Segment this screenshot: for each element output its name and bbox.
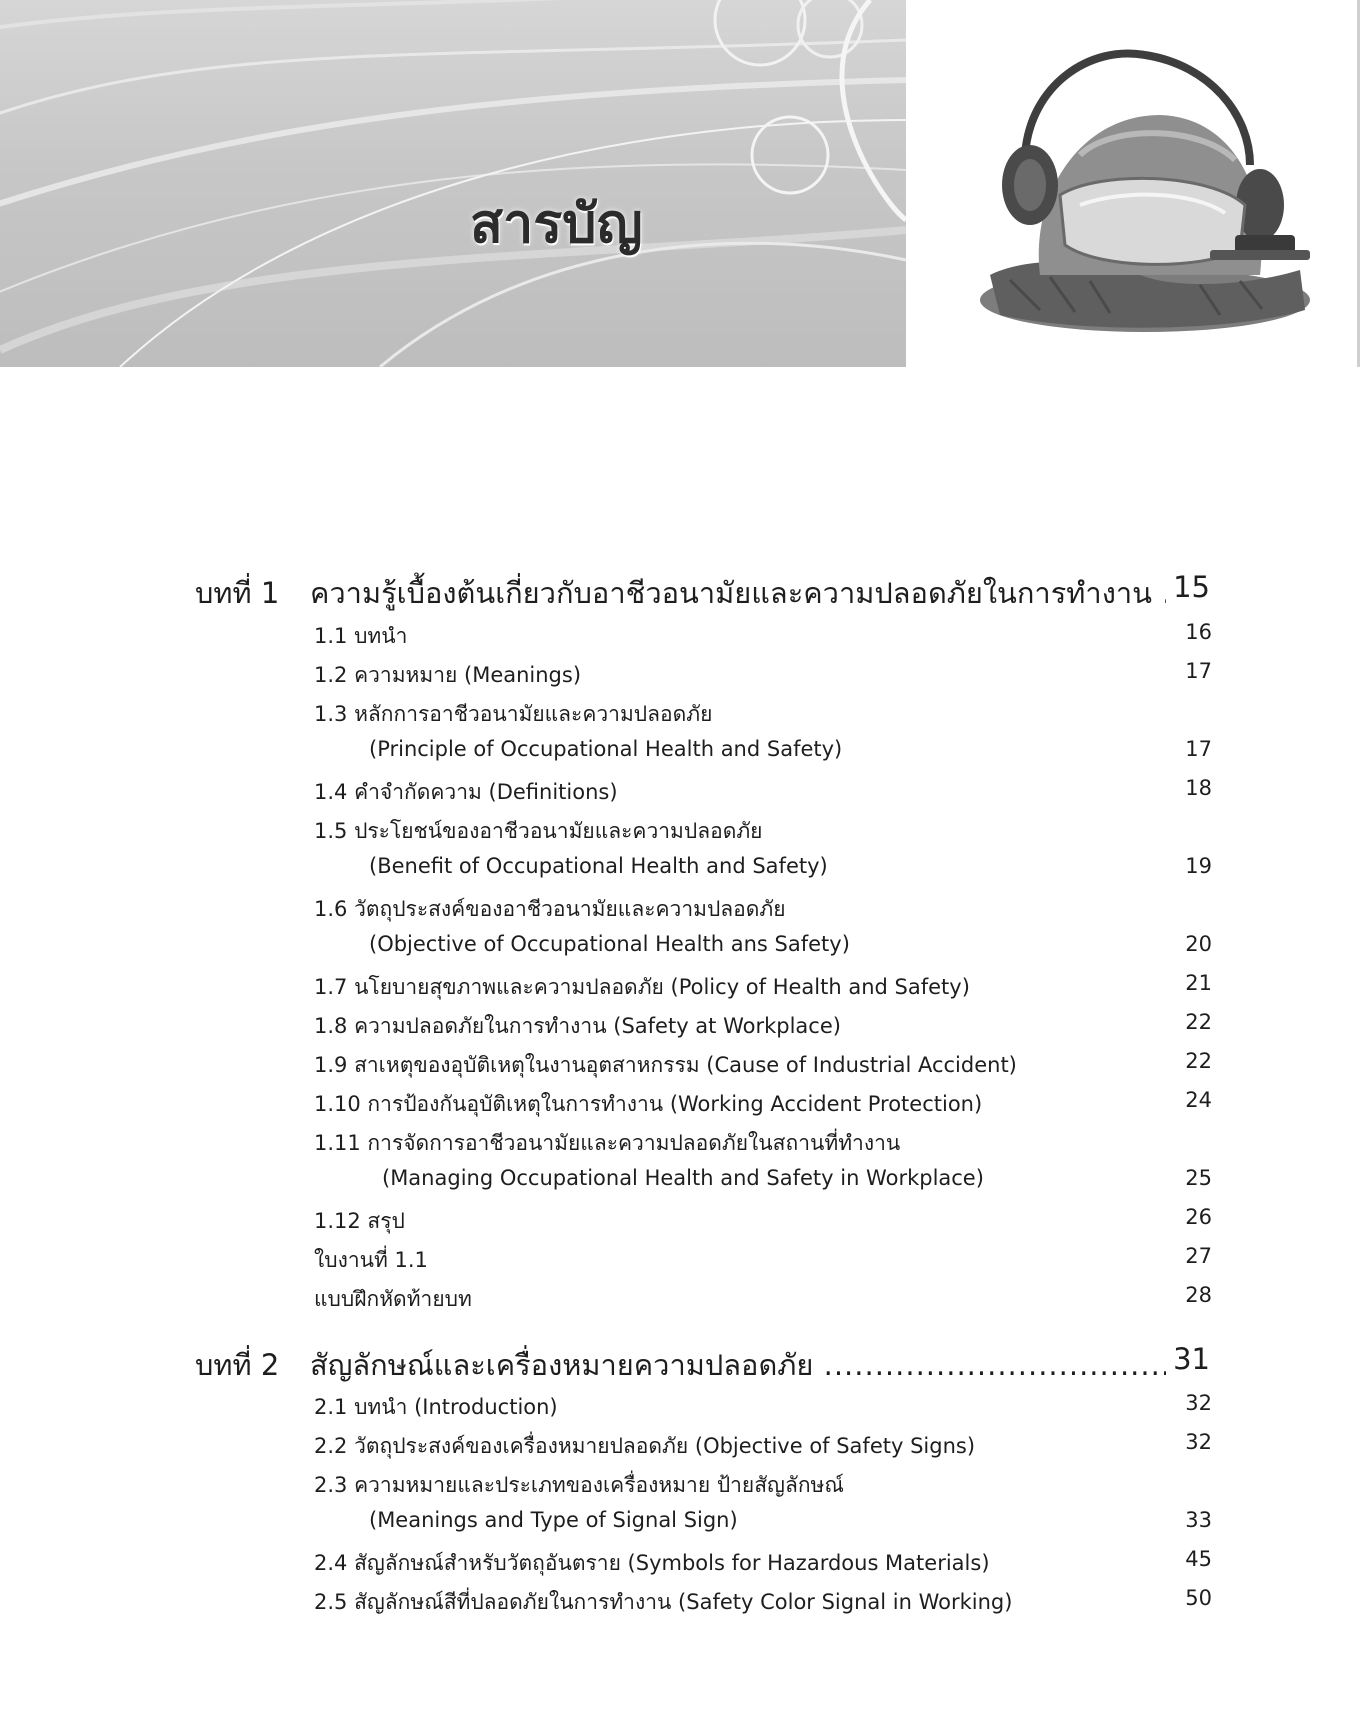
toc-entry-title: 2.2 วัตถุประสงค์ของเครื่องหมายปลอดภัย (Objective of Safety Signs) <box>314 1434 976 1458</box>
toc-entry-page: 33 <box>1185 1508 1212 1532</box>
chapter-2-heading[interactable] <box>195 1342 1210 1392</box>
toc-entry[interactable] <box>314 1283 1212 1319</box>
toc-entry-continuation[interactable] <box>369 932 1212 968</box>
toc-entry-title: 1.2 ความหมาย (Meanings) <box>314 663 582 687</box>
toc-entry[interactable] <box>314 1049 1212 1085</box>
toc-entry[interactable] <box>314 1088 1212 1124</box>
toc-entry-page: 26 <box>1185 1205 1212 1229</box>
toc-entry[interactable] <box>314 1547 1212 1583</box>
toc-entry-title: (Benefit of Occupational Health and Safety) <box>369 854 828 878</box>
toc-entry-title: (Objective of Occupational Health ans Safety) <box>369 932 850 956</box>
toc-entry[interactable] <box>314 1010 1212 1046</box>
chapter-number: บทที่ 1 <box>195 576 280 610</box>
toc-entry-title: 1.1 บทนำ <box>314 624 408 648</box>
toc-entry-page: 32 <box>1185 1430 1212 1454</box>
toc-entry-page: 22 <box>1185 1049 1212 1073</box>
toc-entry-title: 2.3 ความหมายและประเภทของเครื่องหมาย ป้ายสัญลักษณ์ <box>314 1473 844 1497</box>
toc-entry-page: 24 <box>1185 1088 1212 1112</box>
toc-entry-title: 1.3 หลักการอาชีวอนามัยและความปลอดภัย <box>314 702 713 726</box>
toc-entry[interactable] <box>314 698 1212 734</box>
safety-helmet-gloves-icon <box>970 45 1320 345</box>
toc-entry-page: 50 <box>1185 1586 1212 1610</box>
toc-entry-page: 17 <box>1185 737 1212 761</box>
toc-entry-page: 17 <box>1185 659 1212 683</box>
toc-entry-title: 1.10 การป้องกันอุบัติเหตุในการทำงาน (Working Accident Protection) <box>314 1092 983 1116</box>
chapter-page-number: 31 <box>1173 1342 1210 1376</box>
chapter-title: ความรู้เบื้องต้นเกี่ยวกับอาชีวอนามัยและความปลอดภัยในการทำงาน ..... <box>310 570 1166 616</box>
toc-entry-page: 19 <box>1185 854 1212 878</box>
toc-entry[interactable] <box>314 1586 1212 1622</box>
toc-entry-continuation[interactable] <box>382 1166 1212 1202</box>
toc-entry-page: 16 <box>1185 620 1212 644</box>
toc-entry-title: (Principle of Occupational Health and Safety) <box>369 737 843 761</box>
toc-entry[interactable] <box>314 893 1212 929</box>
toc-entry[interactable] <box>314 620 1212 656</box>
toc-entry-page: 32 <box>1185 1391 1212 1415</box>
toc-entry[interactable] <box>314 1205 1212 1241</box>
toc-entry[interactable] <box>314 971 1212 1007</box>
toc-entry-title: 1.4 คำจำกัดความ (Definitions) <box>314 780 618 804</box>
toc-entry-title: 2.1 บทนำ (Introduction) <box>314 1395 558 1419</box>
chapter-1-heading[interactable] <box>195 570 1210 620</box>
toc-entry-page: 45 <box>1185 1547 1212 1571</box>
toc-entry[interactable] <box>314 659 1212 695</box>
header-banner <box>0 0 906 367</box>
toc-entry-page: 25 <box>1185 1166 1212 1190</box>
toc-entry-continuation[interactable] <box>369 854 1212 890</box>
toc-entry-page: 27 <box>1185 1244 1212 1268</box>
toc-entry[interactable] <box>314 815 1212 851</box>
toc-entry[interactable] <box>314 1127 1212 1163</box>
toc-entry-title: (Meanings and Type of Signal Sign) <box>369 1508 738 1532</box>
chapter-number: บทที่ 2 <box>195 1348 280 1382</box>
toc-entry[interactable] <box>314 1244 1212 1280</box>
toc-entry-page: 22 <box>1185 1010 1212 1034</box>
toc-entry-title: 1.11 การจัดการอาชีวอนามัยและความปลอดภัยในสถานที่ทำงาน <box>314 1131 901 1155</box>
toc-entry-title: 1.6 วัตถุประสงค์ของอาชีวอนามัยและความปลอดภัย <box>314 897 786 921</box>
toc-entry-title: 2.5 สัญลักษณ์สีที่ปลอดภัยในการทำงาน (Safety Color Signal in Working) <box>314 1590 1013 1614</box>
toc-entry-continuation[interactable] <box>369 1508 1212 1544</box>
toc-entry-page: 28 <box>1185 1283 1212 1307</box>
toc-entry[interactable] <box>314 776 1212 812</box>
toc-entry-title: 2.4 สัญลักษณ์สำหรับวัตถุอันตราย (Symbols for Hazardous Materials) <box>314 1551 990 1575</box>
toc-entry-page: 21 <box>1185 971 1212 995</box>
toc-entry[interactable] <box>314 1391 1212 1427</box>
toc-entry-title: ใบงานที่ 1.1 <box>314 1248 428 1272</box>
toc-entry-page: 18 <box>1185 776 1212 800</box>
toc-entry-title: (Managing Occupational Health and Safety in Workplace) <box>382 1166 984 1190</box>
chapter-page-number: 15 <box>1173 570 1210 604</box>
toc-entry-title: 1.8 ความปลอดภัยในการทำงาน (Safety at Workplace) <box>314 1014 841 1038</box>
toc-entry[interactable] <box>314 1469 1212 1505</box>
toc-entry-title: 1.12 สรุป <box>314 1209 405 1233</box>
chapter-title: สัญลักษณ์และเครื่องหมายความปลอดภัย ..... <box>310 1342 1166 1388</box>
toc-entry-title: 1.7 นโยบายสุขภาพและความปลอดภัย (Policy of Health and Safety) <box>314 975 970 999</box>
toc-entry-continuation[interactable] <box>369 737 1212 773</box>
toc-entry-title: แบบฝึกหัดท้ายบท <box>314 1287 472 1311</box>
toc-entry-title: 1.5 ประโยชน์ของอาชีวอนามัยและความปลอดภัย <box>314 819 763 843</box>
toc-entry-title: 1.9 สาเหตุของอุบัติเหตุในงานอุตสาหกรรม (Cause of Industrial Accident) <box>314 1053 1017 1077</box>
toc-entry[interactable] <box>314 1430 1212 1466</box>
page-title: สารบัญ <box>470 192 643 255</box>
toc-entry-page: 20 <box>1185 932 1212 956</box>
swirl-background-graphic <box>0 0 906 367</box>
